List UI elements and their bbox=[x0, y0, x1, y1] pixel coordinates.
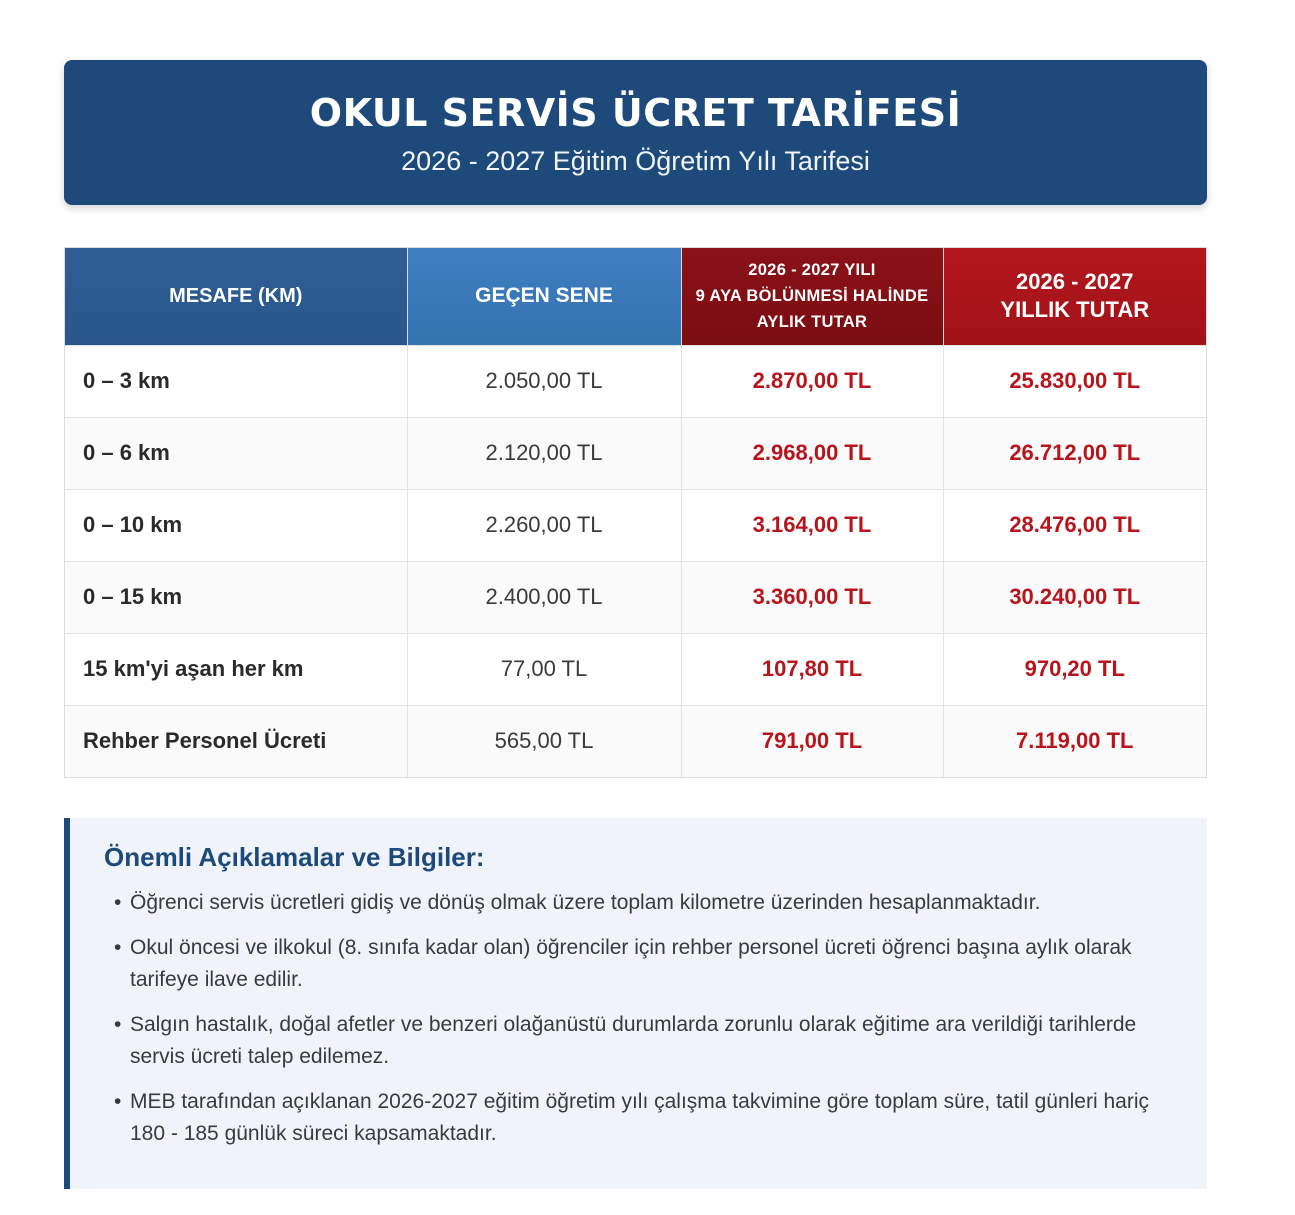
distance-cell: 0 – 6 km bbox=[65, 417, 407, 489]
notes-heading: Önemli Açıklamalar ve Bilgiler: bbox=[104, 842, 485, 872]
yearly-price-cell: 28.476,00 TL bbox=[943, 489, 1206, 561]
note-text: MEB tarafından açıklanan 2026-2027 eğitim öğretim yılı çalışma takvimine göre toplam süre, tatil günleri hariç 180 - 185 günlük süreci kapsamaktadır. bbox=[130, 1090, 1149, 1145]
monthly-price-cell: 3.164,00 TL bbox=[681, 489, 943, 561]
yearly-price-cell: 25.830,00 TL bbox=[943, 345, 1206, 417]
table-row bbox=[65, 705, 1206, 777]
bullet-icon: • bbox=[114, 1090, 122, 1113]
monthly-price-cell: 3.360,00 TL bbox=[681, 561, 943, 633]
note-text: Okul öncesi ve ilkokul (8. sınıfa kadar olan) öğrenciler için rehber personel ücreti öğrenci başına aylık olarak tarifeye ilave edilir. bbox=[130, 936, 1132, 991]
list-item bbox=[104, 932, 1167, 996]
monthly-price-cell: 791,00 TL bbox=[681, 705, 943, 777]
list-item bbox=[104, 887, 1167, 919]
column-header-previous-year: GEÇEN SENE bbox=[407, 248, 681, 345]
yearly-price-cell: 26.712,00 TL bbox=[943, 417, 1206, 489]
monthly-price-cell: 107,80 TL bbox=[681, 633, 943, 705]
note-text: Öğrenci servis ücretleri gidiş ve dönüş olmak üzere toplam kilometre üzerinden hesaplanmaktadır. bbox=[130, 891, 1041, 914]
notes-list bbox=[104, 887, 1167, 1150]
table-row bbox=[65, 633, 1206, 705]
previous-price-cell: 565,00 TL bbox=[407, 705, 681, 777]
bullet-icon: • bbox=[114, 936, 122, 959]
distance-cell: 0 – 15 km bbox=[65, 561, 407, 633]
previous-price-cell: 2.120,00 TL bbox=[407, 417, 681, 489]
distance-cell: 15 km'yi aşan her km bbox=[65, 633, 407, 705]
previous-price-cell: 2.260,00 TL bbox=[407, 489, 681, 561]
previous-price-cell: 77,00 TL bbox=[407, 633, 681, 705]
monthly-price-cell: 2.870,00 TL bbox=[681, 345, 943, 417]
notes-panel bbox=[64, 818, 1207, 1189]
column-header-monthly: 2026 - 2027 YILI 9 AYA BÖLÜNMESİ HALİNDE AYLIK TUTAR bbox=[681, 248, 943, 345]
note-text: Salgın hastalık, doğal afetler ve benzeri olağanüstü durumlarda zorunlu olarak eğitime ara verildiği tarihlerde servis ücreti talep edilemez. bbox=[130, 1013, 1137, 1068]
list-item bbox=[104, 1086, 1167, 1150]
bullet-icon: • bbox=[114, 891, 122, 914]
yearly-price-cell: 970,20 TL bbox=[943, 633, 1206, 705]
distance-cell: 0 – 3 km bbox=[65, 345, 407, 417]
distance-cell: Rehber Personel Ücreti bbox=[65, 705, 407, 777]
distance-cell: 0 – 10 km bbox=[65, 489, 407, 561]
page-title: OKUL SERVİS ÜCRET TARİFESİ bbox=[309, 91, 962, 135]
yearly-price-cell: 7.119,00 TL bbox=[943, 705, 1206, 777]
previous-price-cell: 2.400,00 TL bbox=[407, 561, 681, 633]
table-row bbox=[65, 489, 1206, 561]
page-subtitle: 2026 - 2027 Eğitim Öğretim Yılı Tarifesi bbox=[401, 146, 870, 176]
column-header-distance: MESAFE (KM) bbox=[65, 248, 407, 345]
monthly-price-cell: 2.968,00 TL bbox=[681, 417, 943, 489]
list-item bbox=[104, 1009, 1167, 1073]
title-banner bbox=[64, 60, 1207, 205]
column-header-yearly: 2026 - 2027 YILLIK TUTAR bbox=[943, 248, 1206, 345]
table-row bbox=[65, 561, 1206, 633]
tariff-table bbox=[64, 247, 1207, 778]
yearly-price-cell: 30.240,00 TL bbox=[943, 561, 1206, 633]
table-row bbox=[65, 417, 1206, 489]
previous-price-cell: 2.050,00 TL bbox=[407, 345, 681, 417]
bullet-icon: • bbox=[114, 1013, 122, 1036]
table-row bbox=[65, 345, 1206, 417]
